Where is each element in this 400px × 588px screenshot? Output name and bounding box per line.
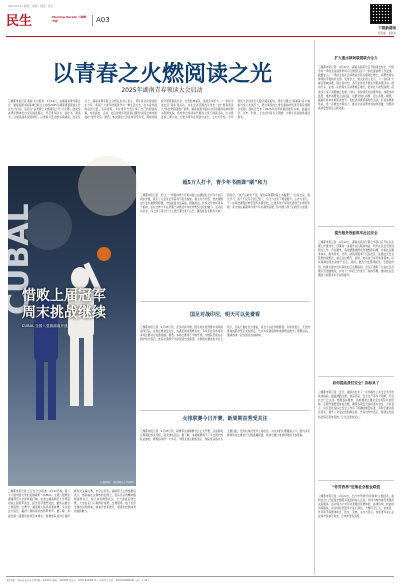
divider [318,226,394,227]
right-article-4-body: 三湘都市报记者 4月22日，长沙市开展“你劳我奉”主题活动，面向社会广泛征集志愿服务项目和爱心企业，共同为城市建设者提供关爱服务。活动将为户外劳动者提供免费体检、法律咨询、技能培训等服务，并在城区设置多个爱心驿站，方便环卫工人、快递员、外卖骑手等群体休息、饮水、充电。主办方表示，欢迎更多爱心企业和市民参与进来，让城市更有温度。 [318,495,394,519]
top-info-bar: 2024.04.23 星期二 编辑 / 组版 / 校对 [8,5,53,8]
right-article-3-body: 三湘都市报记者 近日，湖南省发布了一系列提升公共安全水平的具体指标，涵盖道路交通、食品药品、安全生产等多个领域，引发社会广泛关注。根据指标要求，各地要建立健全安全风险评估机制，定期开展隐患排查治理，确保各项安全指标落实到位。专家表示，这些量化指标让安全工作有了明确的衡量标准，有助于推动责任落实，提升公众安全感和满意度。市民也纷纷表示，希望这些指标能真正落地见效，让生活更加安心。 [318,391,394,419]
right-article-1-body: 三湘都市报记者 4月22日，湖南省商务厅召开新闻发布会，介绍今年一季度全省消费市场运行情况以及下一阶段促消费工作安排。数据显示，一季度全省社会消费品零售总额同比增长，消费市场总体保持平稳向好态势。发布会上，相关负责人表示，下一步将扩大重点领域消费，联合各市州、各行业协会开展系列促消费活动，推动汽车、家电、家居等大宗消费稳定增长，培育壮大新型消费，促进线上线下消费融合发展。同时，将持续优化消费环境，加强市场监管，维护消费者合法权益，让群众放心消费、安心消费。据悉，湖南还将举办湘菜美食节、夜经济消费季等特色活动，打造消费新场景，进一步激发市场活力，推动全省消费市场持续回暖，为经济高质量发展注入新动能。 [318,66,394,110]
divider [140,410,310,411]
qr-label: 下载新湖南 [378,26,396,30]
divider [318,376,394,377]
paper-name: Morning Herald 三湘都市报 [52,15,86,23]
sport-headline-line2: 周末挑战继续 [22,305,106,321]
right-article-2-title: 提升服务效能筑牢社区安全 [334,231,378,235]
middle-article-1-title: 超5万人打卡，青少年书画课“刷”和力 [182,180,268,186]
footer-text: 本报地址：湖南省长沙市芙蓉中路一段442号 邮编：410005 总编室：0731-84326114 广告经营许可证：4301004000001 定价：1.00元 [6,579,150,582]
middle-article-1-body: 三湘都市报记者 近日，一场面向青少年的书画公益课程在长沙多个社区同步开课，吸引了大量家长带着孩子报名参加。据主办方介绍，此次课程由专业书画教师授课，内容涵盖书法基础、国画技法、传统文化赏析等多个板块，旨在让青少年在笔墨之间感受中华优秀传统文化的魅力。活动启动以来，线上线下累计打卡人数已超过5万人次，课程报名名额多次被一抢而空。“孩子以前坐不住，现在每周都盼着上书画课。”一位家长说，通过学习，孩子不仅写字更工整了，专注力也有了明显提升。主办方表示，下一步将把课程延伸至更多乡镇学校，让更多孩子享受优质的艺术教育资源，并计划在暑期举办青少年书画作品展，集中展示孩子们的学习成果。 [140,194,310,214]
right-article-3-title: 如何提高我们安全？指标来了 [332,381,380,385]
main-subheadline: 2025年湖南青春领读大会启动 [121,87,203,94]
masthead-rule [6,36,394,37]
qr-code[interactable] [370,4,392,24]
photo-caption: 比赛现场。 (湖南师范大学供图) [100,481,134,484]
middle-article-2-title: 国足对战印尼，明天可以免费看 [189,312,260,318]
main-headline: 以青春之火燃阅读之光 [51,61,272,87]
middle-article-3-body: 三湘都市报记者 4月23日讯，新赛季女排联赛今日正式开赛，这是新奥运周期的首次亮相，备受球迷关注。据了解，本届联赛吸引了多支国内外队伍参加，赛程将持续一个多月。中国女排主教练表示，球队将以练兵为主要目的，给年轻球员更多上场机会，为未来的大赛储备人才。国内多家媒体将对比赛进行全程直播报道，球迷可通过电视和网络平台观看。 [140,430,310,442]
sport-headline-line1: 惜败上届冠军 [22,288,106,304]
section-title: 民生 [6,14,33,29]
divider [318,480,394,481]
qr-sublabel: 看直播 · 看新闻 [377,32,396,35]
sport-subheadline: CUBAL 全国八强赛湖南开战 [22,324,68,328]
sport-article-body: 三湘都市报记者 王行吉 长沙报道 4月22日晚，第二十六届中国大学生篮球联赛（CUBAL）全国八强赛在湖南师范大学体育馆打响。东道主湖南师范大学男篮迎战上届冠军队伍，经过四节激烈对抗，最终以数分之差惜败。比赛中，湖南师大队员顽强拼搏，多次将比分追近，赢得了现场观众的阵阵掌声。据了解，本届全国八强赛将持续至本周末，参赛球队将进行循环赛和交叉淘汰赛，争夺总冠军。湖南师大主教练赛后表示，球队输在关键球的处理上，但队员们的精神面貌值得肯定，接下来将调整状态，全力备战后续比赛，力争在家门口取得好成绩。比赛现场，数千名学生球迷到场助威，加油声此起彼伏，展现出校园体育的独特魅力。 [8,490,136,518]
right-article-4-title: “你劳我奉”征集社会秘金联值 [332,485,380,489]
divider [140,301,310,302]
column-divider [314,40,315,575]
middle-article-2-body: 三湘都市报记者 4月23日讯，北京时间今晚，国足将在世预赛中客场挑战印尼队。这场比赛备受关注，为满足球迷观赛需求，多家平台宣布将对本场比赛进行免费直播。据悉，本场比赛将于今晚开球，中国队目前在小组中积分落后，此役必须拿分才能保留出线希望。主教练在赛前发布会上表示，全队已做好充分准备，将全力以赴争取胜利。有球迷表示，无论结果如何都会坚定支持国足。长沙多家餐馆和球迷酒吧也推出了观赛活动，邀请球迷一起为国足加油助威。 [140,326,310,342]
right-article-2-body: 三湘都市报记者 4月22日，湖南省民政厅联合多部门召开社区治理工作推进会，部署进一步提升社区服务效能、筑牢社区安全防线相关工作。会议要求，各地要聚焦群众急难愁盼问题，完善社区服务体系，推动养老、托育、助残等服务下沉到社区；加强社区安全隐患排查整治，重点关注燃气、消防、电动自行车充电等领域，切实保障居民生命财产安全。同时，要充分发挥网格员、志愿者作用，构建共建共治共享的社区治理格局。会议还通报了全省社区治理示范创建情况，并对下一阶段工作进行了具体部署，推动社区治理能力和服务水平持续提升。 [318,241,394,277]
cubal-watermark: CUBAL [1,203,36,315]
page-number: A03 [92,15,110,26]
headline-article-body: 三湘都市报记者 黄娟 长沙报道 4月22日，由湖南省青年联合会、湖南省图书馆等单位联合主办的2025年湖南青春领读大会在长沙启动。活动以“以青春之火燃阅读之光”为主题，面向全省青年群体发出全民阅读倡议，号召青年读书、读好书、善读书，以阅读涵养家国情怀，以青春力量点燃书香湖南。启动仪式上，湖南省青年联合会相关负责人表示，青年是全民阅读的生力军，希望广大青年把阅读作为一种生活方式，在书香中汲取奋进力量。活动现场，多位青年代表分享了自己的阅读故事，来自高校、企业、社区的青年领读者们围绕“阅读让城市更美好”展开交流。据悉，本次领读大会将持续至年底，期间将陆续开展青春读书会、红色经典诵读、阅读空间打卡、“一本好书进社区”等系列活动，并在全省范围内评选出一批“青春领读人”和优秀阅读推广案例。湖南省图书馆将为活动提供场地和图书资源支持，各市州也将同步开展线上线下阅读活动，让书香浸润三湘大地，让更多青年在阅读中成长。主办方介绍，今年领读大会首次引入数字阅读板块，青年可通过“新湖南”客户端参与线上共读打卡，累计阅读时长排名靠前的读者还将获得图书奖励。现场还发布了2025年度青春阅读推荐书单，涵盖文学、历史、科技、人文社科等多个领域，为青年读者提供阅读参考。 [8,100,310,120]
footer-rule [6,576,394,577]
right-article-1-title: 扩大重点领域联销联合全力 [334,56,378,60]
middle-article-3-title: 女排联赛今日开赛，新周期首秀受关注 [182,416,268,422]
